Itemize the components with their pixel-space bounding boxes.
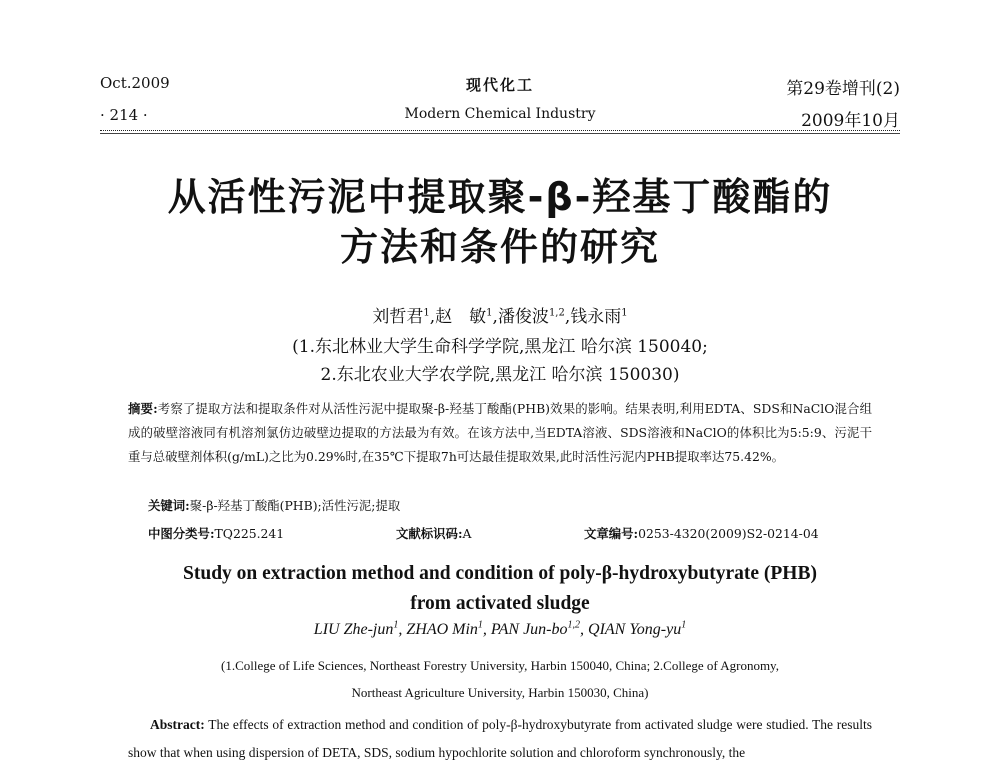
cn-affiliation-2: 2.东北农业大学农学院,黑龙江 哈尔滨 150030) [320,365,680,385]
cn-author-affil: 1 [423,307,430,319]
en-abstract [128,711,872,767]
cn-affiliation-1: (1.东北林业大学生命科学学院,黑龙江 哈尔滨 150040; [292,337,708,357]
cn-keywords-label: 关键词: [148,498,190,513]
en-abstract-text: The effects of extraction method and condition of poly-β-hydroxybutyrate from activated sludge were studied. The results show that when using dispersion of DETA, SDS, sodium hypochlorite solution and chloroform synchronously, the [128,717,872,760]
en-affiliation-line2: Northeast Agriculture University, Harbin 150030, China) [351,685,649,700]
cn-author-affil: 1 [621,307,628,319]
cn-author: 钱永雨 [570,307,622,327]
en-author-affil: 1,2 [567,619,581,631]
document-code: 文献标识码:A [396,526,472,541]
en-title-line2: from activated sludge [410,593,590,614]
cn-title-line1: 从活性污泥中提取聚-β-羟基丁酸酯的 [167,175,833,219]
en-author-affil: 1 [681,619,687,631]
header-issue-date: 2009年10月 [801,111,900,131]
cn-keywords [148,496,872,514]
en-author: LIU Zhe-jun [313,621,394,638]
en-author-list: LIU Zhe-jun$^1$, ZHAO Min$^1$, PAN Jun-bo$^{1,2}$, QIAN Yong-$yu^1$ [313,619,687,638]
header-page-number: · 214 · [100,106,148,124]
en-affiliation-line1: (1.College of Life Sciences, Northeast Forestry University, Harbin 150040, China; 2.College of Agronomy, [221,658,779,673]
cn-author-affil: 1,2 [548,307,565,319]
cn-title [90,172,910,272]
header-date: Oct.2009 [100,74,170,92]
journal-name-en: Modern Chemical Industry [404,106,596,122]
en-affiliation [130,652,870,706]
en-author-affil: 1 [393,619,399,631]
cn-author: 刘哲君 [372,307,424,327]
en-author: PAN Jun-bo [490,621,568,638]
en-abstract-label: Abstract: [150,717,205,732]
cn-keywords-text: 聚-β-羟基丁酸酯(PHB);活性污泥;提取 [189,498,401,513]
header-volume: 第29卷增刊(2) [786,79,900,99]
cn-author-list: 刘哲君$^1$,赵 敏$^1$,潘俊波$^{1,2}$,钱永雨$^1$ [372,307,628,327]
cn-author: 潘俊波 [497,307,549,327]
cn-abstract [128,397,872,469]
cn-classification [148,524,872,544]
cn-author-affil: 1 [486,307,493,319]
en-author: ZHAO Min [406,621,478,638]
header-rule [100,130,900,134]
en-title [90,559,910,619]
article-number: 文章编号:0253-4320(2009)S2-0214-04 [584,526,819,541]
cn-abstract-text: 考察了提取方法和提取条件对从活性污泥中提取聚-β-羟基丁酸酯(PHB)效果的影响。结果表明,利用EDTA、SDS和NaClO混合组成的破壁溶液同有机溶剂氯仿边破壁边提取的方法最为有效。在该方法中,当EDTA溶液、SDS溶液和NaClO的体积比为5:5:9、污泥干重与总破壁剂体积(g/mL)之比为0.29%时,在35℃下提取7h可达最佳提取效果,此时活性污泥内PHB提取率达75.42%。 [128,401,872,464]
en-author: QIAN Yong-yu [588,621,682,638]
cn-author: 赵 敏 [435,307,487,327]
clc-number: 中图分类号:TQ225.241 [148,526,285,541]
cn-title-line2: 方法和条件的研究 [339,225,660,269]
en-author-affil: 1 [477,619,483,631]
cn-abstract-label: 摘要: [128,401,158,416]
journal-name-cn: 现代化工 [465,76,534,94]
en-title-line1: Study on extraction method and condition of poly-β-hydroxybutyrate (PHB) [183,563,817,584]
